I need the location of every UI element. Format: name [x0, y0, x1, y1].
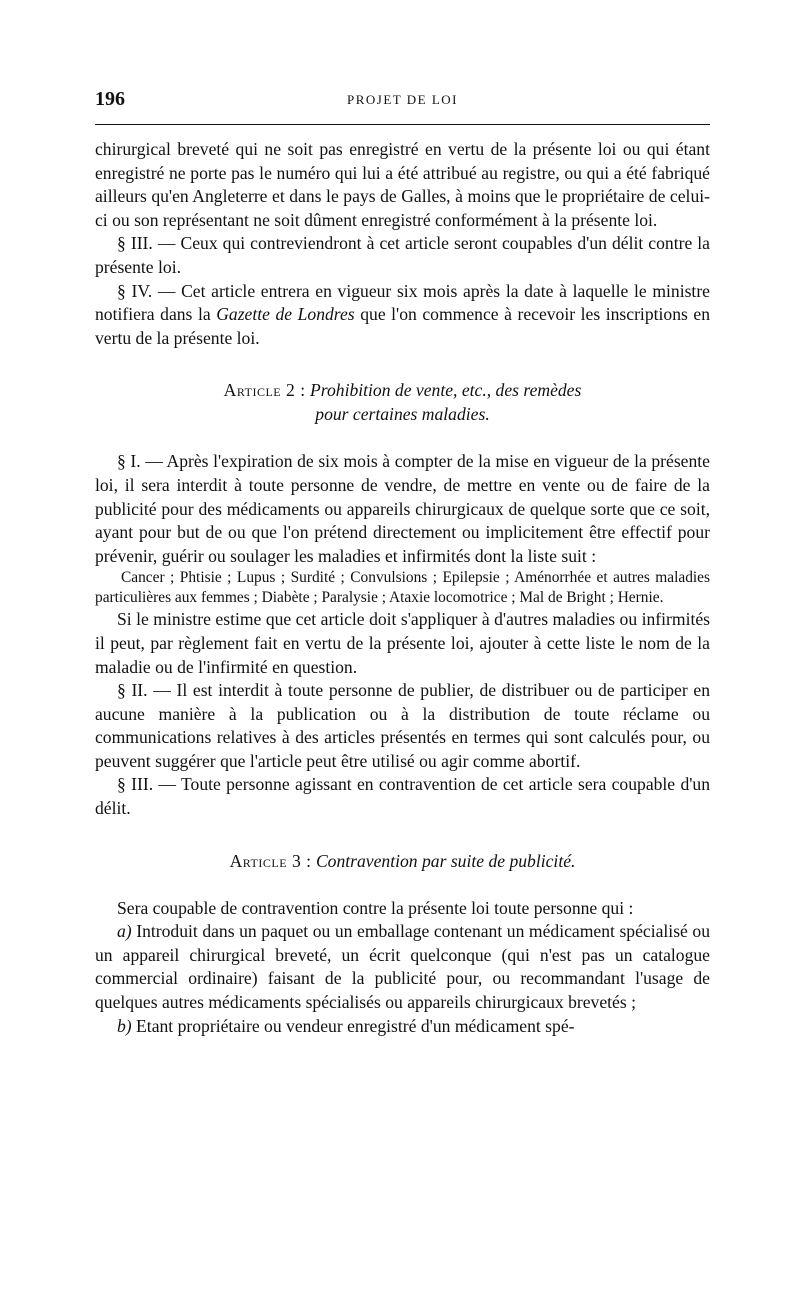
article-3-intro: Sera coupable de contravention contre la présente loi toute personne qui : [117, 897, 634, 918]
running-title: PROJET DE LOI [347, 92, 458, 107]
paragraph-section-3: § III. — Ceux qui contreviendront à cet article seront coupables d'un délit contre la présente loi. [95, 233, 710, 277]
item-b-label: b) [117, 1015, 132, 1036]
article-2-section-1: § I. — Après l'expiration de six mois à compter de la mise en vigueur de la présente loi, il sera interdit à toute personne de vendre, de mettre en vente ou de faire de la publicité pour des médicaments ou appareils chirurgicaux de quelque sorte que ce soit, ayant pour but de ou que l'on prétend directement ou implicitement être effectif pour prévenir, guérir ou soulager les maladies et infirmités dont la liste suit : [95, 451, 710, 566]
article-2-title-line2: pour certaines maladies. [315, 404, 490, 425]
item-a-label: a) [117, 921, 132, 942]
disease-list: Cancer ; Phtisie ; Lupus ; Surdité ; Convulsions ; Epilepsie ; Aménorrhée et autres maladies particulières aux femmes ; Diabète ; Paralysie ; Ataxie locomotrice ; Mal de Bright ; Hernie. [95, 569, 710, 607]
article-3-label: Article 3 : [229, 850, 312, 871]
page-number: 196 [95, 88, 125, 110]
article-3-item-b [95, 1015, 710, 1039]
article-2-section-3: § III. — Toute personne agissant en contravention de cet article sera coupable d'un délit. [95, 774, 710, 819]
paragraph-section-4 [95, 280, 710, 351]
article-3-item-a [95, 920, 710, 1014]
section-4-text-a: § IV. — Cet article entrera en vigueur six mois après la date à laquelle le ministre notifiera dans la [95, 280, 710, 325]
item-b-text: Etant propriétaire ou vendeur enregistré d'un médicament spé- [131, 1015, 575, 1036]
article-2-heading [95, 378, 710, 426]
article-2-title-line1: Prohibition de vente, etc., des remèdes [310, 380, 582, 401]
article-3-heading [95, 849, 710, 873]
gazette-title: Gazette de Londres [216, 304, 355, 325]
article-2-minister-paragraph: Si le ministre estime que cet article doit s'appliquer à d'autres maladies ou infirmités il peut, par règlement fait en vertu de la présente loi, ajouter à cette liste le nom de la maladie ou de l'infirmité en question. [95, 609, 710, 677]
header-rule [95, 124, 710, 125]
paragraph-continued: chirurgical breveté qui ne soit pas enregistré en vertu de la présente loi ou qui étant enregistré ne porte pas le numéro qui lui a été attribué au registre, ou qui a été fabriqué ailleurs qu'en Angleterre et dans le pays de Galles, à moins que le propriétaire de celui-ci ou son représentant ne soit dûment enregistré conformément à la présente loi. [95, 139, 710, 230]
article-2-label: Article 2 : [223, 380, 306, 401]
page-body [95, 138, 710, 1038]
article-2-section-2: § II. — Il est interdit à toute personne de publier, de distribuer ou de participer en aucune manière à la publication ou à la distribution de toute réclame ou communications relatives à des articles présentés en termes qui sont calculés pour, ou peuvent suggérer que l'article peut être utilisé ou agir comme abortif. [95, 680, 710, 771]
section-4-text-b: que l'on commence à recevoir les inscriptions en vertu de la présente loi. [95, 304, 710, 348]
article-3-title: Contravention par suite de publicité. [315, 850, 576, 871]
page-header [95, 88, 710, 112]
item-a-text: Introduit dans un paquet ou un emballage contenant un médicament spécialisé ou un appareil chirurgical breveté, un écrit quelconque (qui n'est pas un catalogue commercial ordinaire) faisant de la publicité pour, ou recommandant l'usage de quelques autres médicaments spécialisés ou appareils chirurgicaux brevetés ; [95, 921, 710, 1013]
